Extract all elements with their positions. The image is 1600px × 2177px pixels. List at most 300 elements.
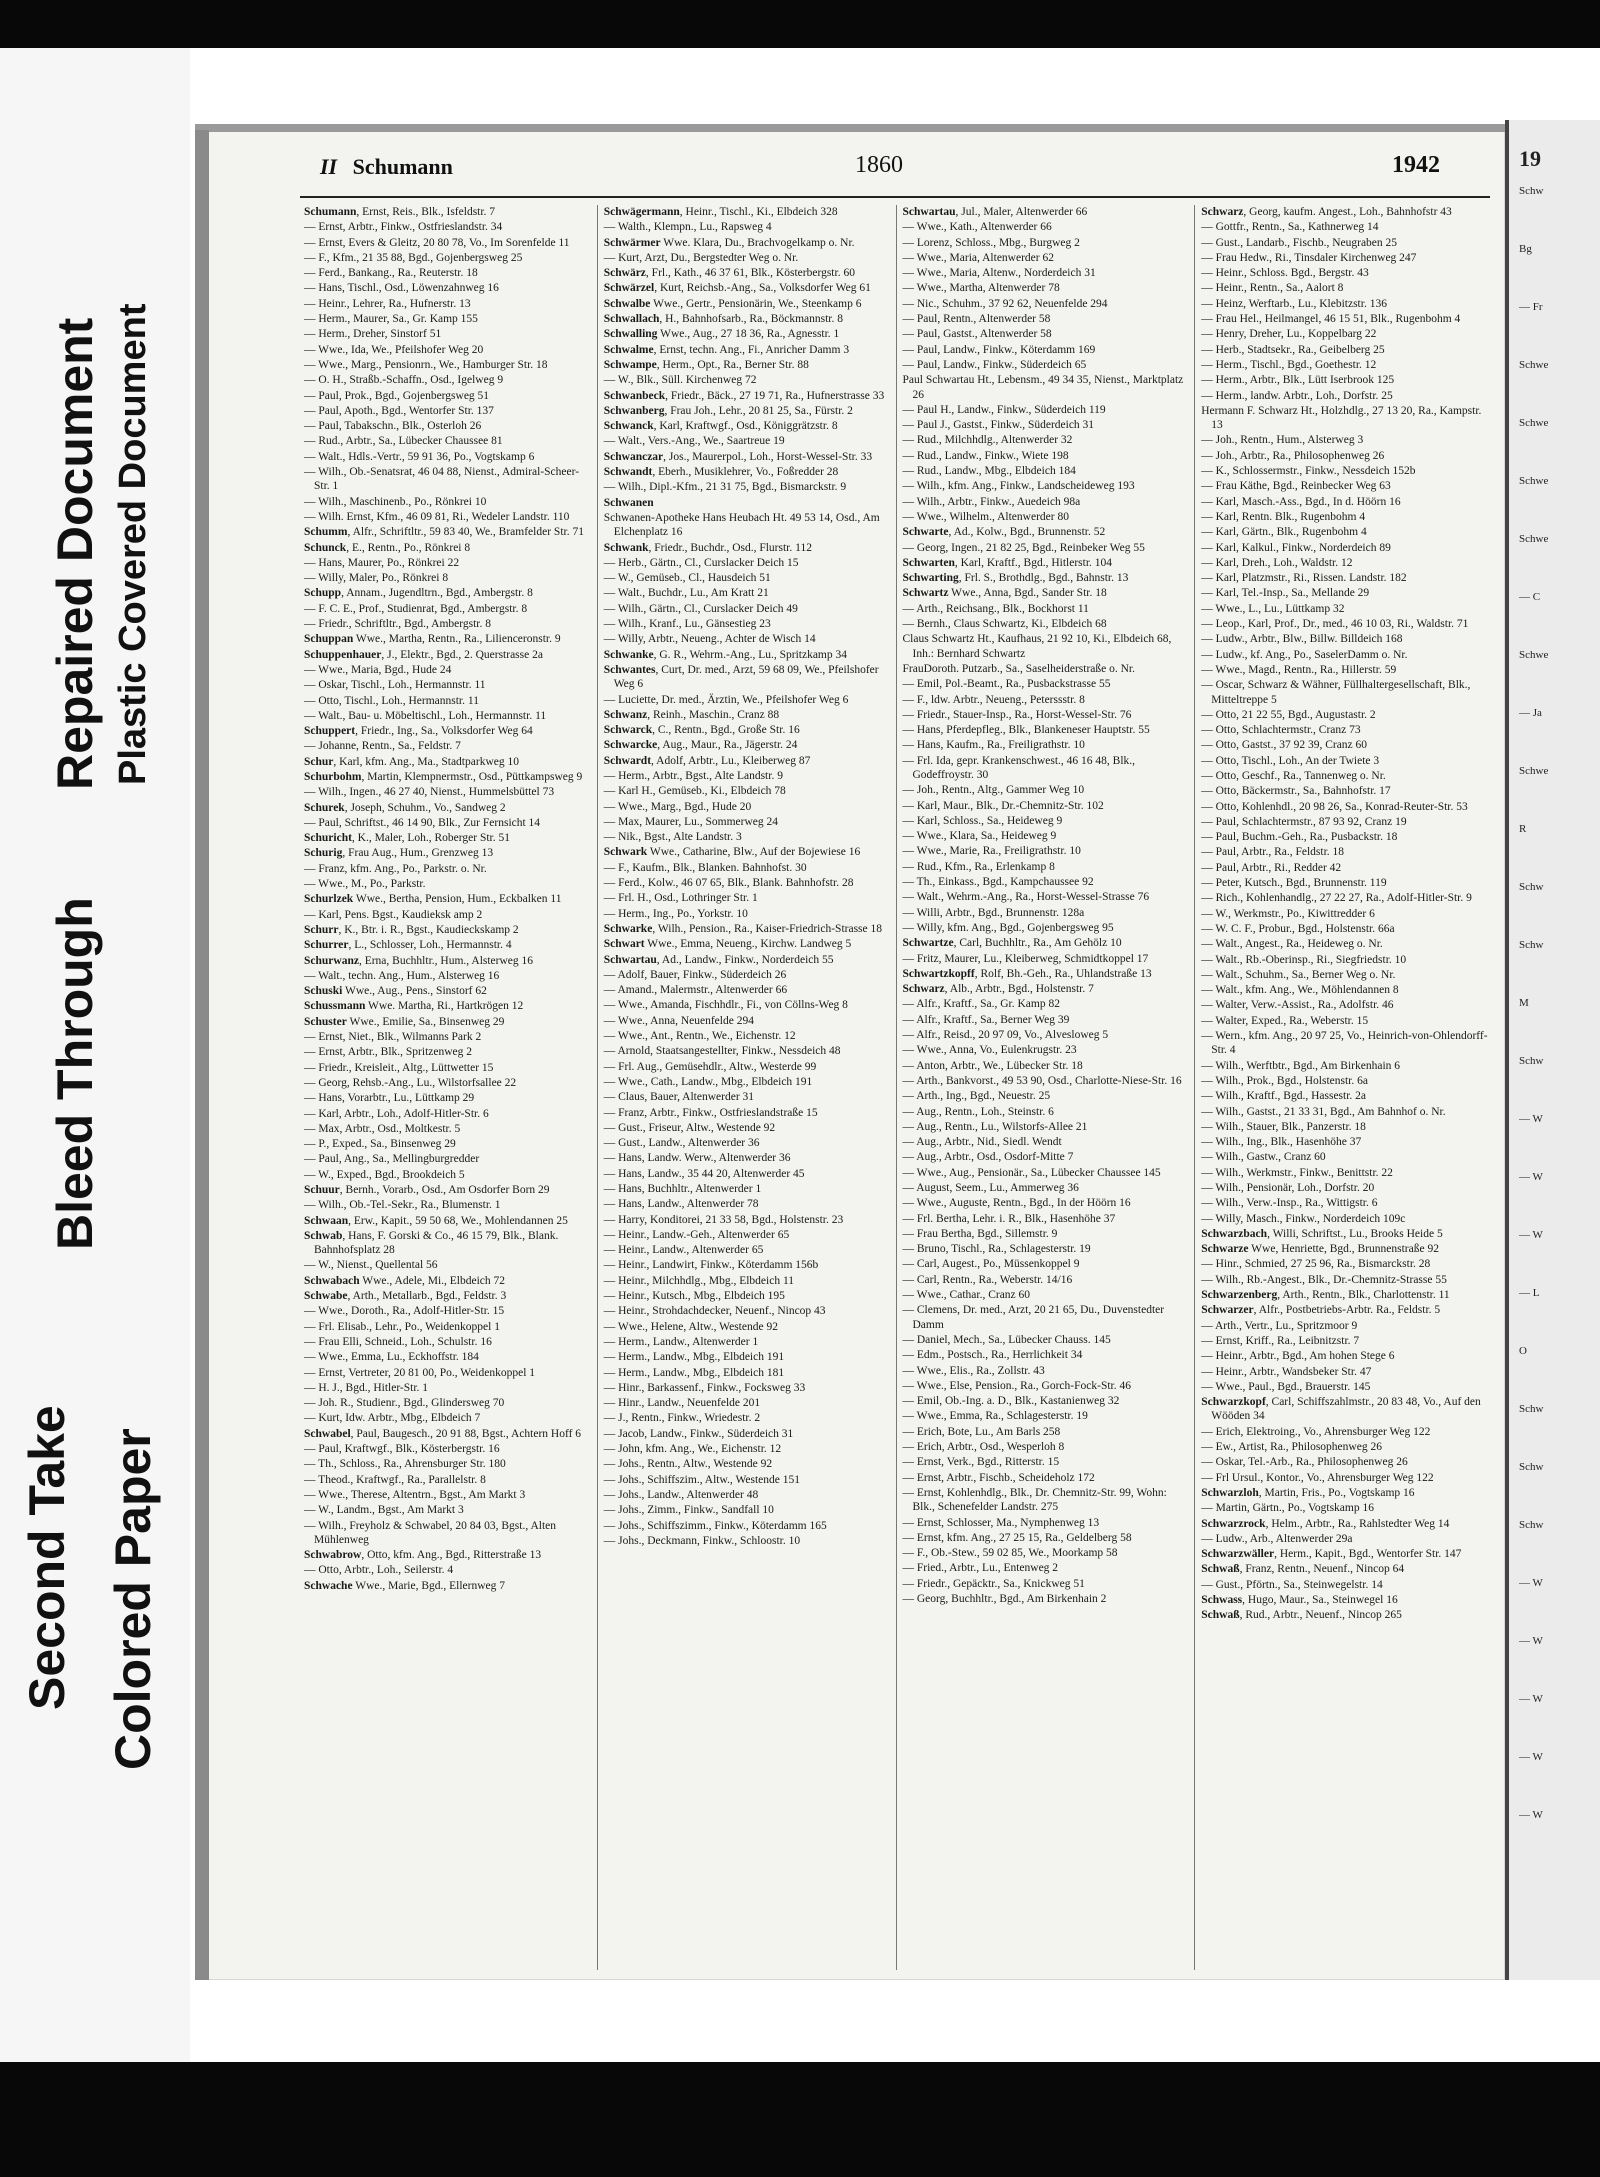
- entry-details: — Karl, Masch.-Ass., Bgd., In d. Höörn 16: [1201, 495, 1401, 508]
- entry-details: — Wilh., Ob.-Senatsrat, 46 04 88, Nienst., Admiral-Scheer-Str. 1: [304, 466, 580, 493]
- directory-entry: [1201, 312, 1489, 326]
- entry-details: — Hinr., Schmied, 27 25 96, Ra., Bismarckstr. 28: [1201, 1258, 1431, 1271]
- entry-details: , Alfr., Schriftltr., 59 83 40, We., Bramfelder Str. 71: [347, 526, 584, 539]
- entry-details: , Ad., Landw., Finkw., Norderdeich 55: [656, 953, 834, 966]
- facing-page-text: [1519, 150, 1600, 1950]
- directory-entry: [604, 983, 892, 997]
- entry-surname: Schwartze: [902, 937, 954, 950]
- directory-column-4: [1194, 205, 1493, 1970]
- entry-surname: Schwartzkopff: [902, 967, 975, 980]
- entry-details: — Rich., Kohlenhandlg., 27 22 27, Ra., Adolf-Hitler-Str. 9: [1201, 892, 1472, 905]
- directory-entry: [304, 1563, 593, 1577]
- directory-entry: [1201, 251, 1489, 265]
- directory-entry: [604, 1503, 892, 1517]
- entry-surname: Schurig: [304, 847, 343, 860]
- directory-entry: [304, 770, 593, 784]
- entry-surname: Schurrer: [304, 939, 349, 952]
- entry-details: — Karl, Gärtn., Blk., Rugenbohm 4: [1201, 526, 1367, 539]
- entry-details: , Karl, Kraftf., Bgd., Hitlerstr. 104: [954, 556, 1113, 569]
- entry-details: — Wwe., Kath., Altenwerder 66: [902, 221, 1052, 234]
- directory-entry: [1201, 738, 1489, 752]
- directory-entry: [903, 1303, 1191, 1332]
- entry-surname: Schwache: [304, 1579, 353, 1592]
- directory-entry: [1201, 464, 1489, 478]
- directory-entry: [604, 1442, 892, 1456]
- directory-entry: [1201, 937, 1489, 951]
- entry-details: Wwe., Anna, Bgd., Sander Str. 18: [948, 587, 1107, 600]
- facing-page-fragment: Schw: [1519, 939, 1544, 951]
- directory-entry: [903, 266, 1191, 280]
- entry-details: — Wilh., Ing., Blk., Hasenhöhe 37: [1201, 1136, 1362, 1149]
- entry-details: — O. H., Straßb.-Schaffn., Osd., Igelweg 9: [304, 374, 504, 387]
- directory-entry: [1201, 815, 1489, 829]
- entry-details: , K., Btr. i. R., Bgst., Kaudieckskamp 2: [338, 923, 519, 936]
- directory-entry: [304, 1076, 593, 1090]
- directory-entry: [304, 465, 593, 494]
- entry-details: — Bruno, Tischl., Ra., Schlagesterstr. 19: [902, 1243, 1091, 1256]
- directory-entry: [304, 1258, 593, 1272]
- directory-entry: [1201, 541, 1489, 555]
- directory-entry: [604, 937, 892, 951]
- entry-details: — Ludw., Arbtr., Blw., Billw. Billdeich 168: [1201, 633, 1403, 646]
- entry-details: — Walt., Rb.-Oberinsp., Ri., Siegfriedstr. 10: [1201, 953, 1407, 966]
- directory-entry: [903, 754, 1191, 783]
- entry-details: , E., Rentn., Po., Rönkrei 8: [346, 541, 471, 554]
- entry-details: — F., Kaufm., Blk., Blanken. Bahnhofst. 30: [603, 861, 807, 874]
- directory-entry: [903, 1150, 1191, 1164]
- entry-details: — W., Nienst., Quellental 56: [304, 1259, 438, 1272]
- directory-entry: [1201, 1074, 1489, 1088]
- entry-details: — Wwe., Magd., Rentn., Ra., Hillerstr. 59: [1201, 663, 1397, 676]
- entry-details: — Heinr., Landw., Altenwerder 65: [603, 1244, 764, 1257]
- directory-column-2: [597, 205, 896, 1970]
- directory-entry: [903, 799, 1191, 813]
- directory-entry: [604, 754, 892, 768]
- facing-page-fragment: — W: [1519, 1635, 1543, 1647]
- entry-details: , Alfr., Postbetriebs-Arbtr. Ra., Feldstr. 5: [1253, 1304, 1441, 1317]
- entry-details: — K., Schlossermstr., Finkw., Nessdeich 152b: [1201, 465, 1416, 478]
- entry-details: — Heinr., Kutsch., Mbg., Elbdeich 195: [603, 1290, 785, 1303]
- directory-entry: [903, 541, 1191, 555]
- entry-details: — Heinr., Rentn., Sa., Aalort 8: [1201, 282, 1344, 295]
- entry-details: — Ernst, Verk., Bgd., Ritterstr. 15: [902, 1456, 1060, 1469]
- directory-entry: [304, 648, 593, 662]
- directory-entry: [903, 662, 1191, 676]
- directory-year: 1942: [1392, 152, 1440, 178]
- entry-surname: Schwabe: [304, 1290, 348, 1303]
- directory-entry: [304, 785, 593, 799]
- directory-entry: [304, 1152, 593, 1166]
- entry-details: — Arth., Bankvorst., 49 53 90, Osd., Charlotte-Niese-Str. 16: [902, 1074, 1182, 1087]
- entry-details: — Georg, Ingen., 21 82 25, Bgd., Reinbeker Weg 55: [902, 541, 1145, 554]
- entry-details: — Herm., Tischl., Bgd., Goethestr. 12: [1201, 358, 1377, 371]
- facing-page-fragment: — L: [1519, 1287, 1540, 1299]
- directory-entry: [304, 1030, 593, 1044]
- entry-surname: Schuricht: [304, 832, 352, 845]
- directory-entry: [604, 312, 892, 326]
- entry-details: — Fried., Arbtr., Lu., Entenweg 2: [902, 1562, 1059, 1575]
- directory-entry: [304, 1091, 593, 1105]
- entry-details: — Wwe., Emma, Ra., Schlagesterstr. 19: [902, 1410, 1088, 1423]
- directory-entry: [1201, 876, 1489, 890]
- entry-details: , Reinh., Maschin., Cranz 88: [647, 708, 780, 721]
- directory-entry: [903, 814, 1191, 828]
- entry-surname: Schwarten: [902, 556, 955, 569]
- entry-surname: Schwass: [1201, 1594, 1243, 1607]
- entry-details: — W., Exped., Bgd., Brookdeich 5: [304, 1168, 465, 1181]
- entry-details: , Willi, Schriftst., Lu., Brooks Heide 5: [1267, 1227, 1443, 1240]
- directory-entry: [304, 312, 593, 326]
- entry-surname: Schwallach: [603, 313, 660, 326]
- directory-entry: [903, 205, 1191, 219]
- entry-details: — Nik., Bgst., Alte Landstr. 3: [603, 831, 742, 844]
- directory-entry: [1201, 1014, 1489, 1028]
- directory-entry: [604, 373, 892, 387]
- page-header: [320, 150, 1500, 190]
- entry-details: — Ernst, Niet., Blk., Wilmanns Park 2: [304, 1031, 482, 1044]
- directory-entry: [1201, 1425, 1489, 1439]
- entry-details: — Edm., Postsch., Ra., Herrlichkeit 34: [902, 1349, 1083, 1362]
- page-left-edge: [195, 130, 209, 1980]
- entry-details: — Wilh., Verw.-Insp., Ra., Wittigstr. 6: [1201, 1197, 1378, 1210]
- directory-entry: [903, 677, 1191, 691]
- entry-details: — Erich, Elektroing., Vo., Ahrensburger Weg 122: [1201, 1425, 1431, 1438]
- entry-surname: Schwarzloh: [1201, 1486, 1259, 1499]
- directory-entry: [1201, 723, 1489, 737]
- entry-details: — Rud., Landw., Finkw., Wiete 198: [902, 449, 1069, 462]
- entry-details: — Th., Einkass., Bgd., Kampchaussee 92: [902, 876, 1094, 889]
- directory-entry: [903, 1425, 1191, 1439]
- directory-entry: [604, 723, 892, 737]
- entry-surname: Schuppenhauer: [304, 648, 382, 661]
- entry-details: — Ferd., Bankang., Ra., Reuterstr. 18: [304, 267, 478, 280]
- entry-details: — Wilh., Freyholz & Schwabel, 20 84 03, Bgst., Alten Mühlenweg: [304, 1519, 556, 1546]
- directory-entry: [1201, 1532, 1489, 1546]
- facing-page-fragment: Schw: [1519, 1519, 1544, 1531]
- entry-details: — Franz, Arbtr., Finkw., Ostfrieslandstraße 15: [603, 1106, 818, 1119]
- facing-page-edge: [1505, 120, 1600, 1980]
- directory-entry: [1201, 510, 1489, 524]
- entry-details: — Herm., Dreher, Sinstorf 51: [304, 328, 442, 341]
- directory-entry: [903, 525, 1191, 539]
- entry-details: — Otto, Tischl., Loh., Hermannstr. 11: [304, 694, 479, 707]
- directory-entry: [604, 830, 892, 844]
- entry-details: — Alfr., Kraftf., Sa., Berner Weg 39: [902, 1013, 1070, 1026]
- entry-surname: Schwarck: [603, 724, 653, 737]
- entry-surname: Schunck: [304, 541, 347, 554]
- entry-details: Paul Schwartau Ht., Lebensm., 49 34 35, Nienst., Marktplatz 26: [902, 374, 1184, 401]
- directory-entry: [304, 1320, 593, 1334]
- directory-entry: [304, 220, 593, 234]
- entry-details: — Ernst, Evers & Gleitz, 20 80 78, Vo., Im Sorenfelde 11: [304, 236, 570, 249]
- entry-details: , Martin, Fris., Po., Vogtskamp 16: [1258, 1486, 1415, 1499]
- entry-details: — Karl, Schloss., Sa., Heideweg 9: [902, 814, 1063, 827]
- entry-details: — W., Werkmstr., Po., Kiwittredder 6: [1201, 907, 1375, 920]
- entry-details: — F., Kfm., 21 35 88, Bgd., Gojenbergsweg 25: [304, 251, 523, 264]
- entry-details: Wwe. Klara, Du., Brachvogelkamp o. Nr.: [660, 236, 855, 249]
- entry-details: — Herm., Arbtr., Blk., Lütt Iserbrook 125: [1201, 374, 1395, 387]
- directory-entry: [903, 220, 1191, 234]
- directory-entry: [903, 1364, 1191, 1378]
- directory-entry: [304, 327, 593, 341]
- directory-entry: [1201, 495, 1489, 509]
- entry-details: — Wwe., Cathar., Cranz 60: [902, 1289, 1031, 1302]
- entry-details: — Heinr., Strohdachdecker, Neuenf., Nincop 43: [603, 1305, 826, 1318]
- directory-entry: [903, 1288, 1191, 1302]
- facing-page-fragment: Schw: [1519, 185, 1544, 197]
- directory-entry: [304, 1366, 593, 1380]
- directory-entry: [304, 938, 593, 952]
- entry-details: — Karl, Arbtr., Loh., Adolf-Hitler-Str. 6: [304, 1107, 489, 1120]
- entry-details: Wwe., Aug., 27 18 36, Ra., Agnesstr. 1: [657, 328, 840, 341]
- entry-details: — Heinr., Arbtr., Wandsbeker Str. 47: [1201, 1365, 1372, 1378]
- entry-details: — Herm., Landw., Mbg., Elbdeich 181: [603, 1366, 785, 1379]
- directory-entry: [1201, 617, 1489, 631]
- directory-entry: [903, 1028, 1191, 1042]
- directory-entry: [903, 1546, 1191, 1560]
- entry-details: — Emil, Pol.-Beamt., Ra., Pusbackstrasse 55: [902, 678, 1111, 691]
- entry-details: — Walt., techn. Ang., Hum., Alsterweg 16: [304, 969, 500, 982]
- directory-entry: [903, 1166, 1191, 1180]
- scan-top-border: [0, 0, 1600, 48]
- directory-entry: [1201, 784, 1489, 798]
- directory-entry: [604, 815, 892, 829]
- directory-entry: [604, 389, 892, 403]
- directory-entry: [304, 724, 593, 738]
- entry-surname: Schwarzbach: [1201, 1227, 1268, 1240]
- entry-details: — Paul, Prok., Bgd., Gojenbergsweg 51: [304, 389, 490, 402]
- directory-entry: [604, 1090, 892, 1104]
- facing-page-fragment: — C: [1519, 591, 1541, 603]
- entry-details: — Johanne, Rentn., Sa., Feldstr. 7: [304, 740, 461, 753]
- directory-entry: [604, 968, 892, 982]
- entry-surname: Schwabach: [304, 1274, 360, 1287]
- entry-details: — Wwe., Anna, Neuenfelde 294: [603, 1014, 754, 1027]
- directory-entry: [1201, 297, 1489, 311]
- label-repaired-document: Repaired Document: [47, 317, 103, 790]
- directory-entry: [304, 450, 593, 464]
- directory-entry: [903, 936, 1191, 950]
- directory-entry: [1201, 1273, 1489, 1287]
- entry-details: — Wwe., Maria, Altenwerder 62: [902, 251, 1054, 264]
- entry-surname: Schwanz: [603, 708, 648, 721]
- directory-entry: [304, 1198, 593, 1212]
- label-bleed-through: Bleed Through: [47, 897, 103, 1250]
- directory-entry: [1201, 1562, 1489, 1576]
- entry-details: — Hans, Vorarbtr., Lu., Lüttkamp 29: [304, 1092, 475, 1105]
- directory-entry: [604, 891, 892, 905]
- directory-entry: [903, 860, 1191, 874]
- entry-details: , Adolf, Arbtr., Lu., Kleiberweg 87: [651, 754, 811, 767]
- label-colored-paper: Colored Paper: [105, 1428, 161, 1770]
- directory-entry: [304, 281, 593, 295]
- directory-entry: [903, 632, 1191, 661]
- directory-entry: [604, 1014, 892, 1028]
- directory-entry: [903, 1135, 1191, 1149]
- entry-surname: Schwarz: [1201, 206, 1244, 218]
- directory-entry: [1201, 1196, 1489, 1210]
- directory-entry: [1201, 1257, 1489, 1271]
- entry-details: , Ernst, techn. Ang., Fi., Anricher Damm 3: [653, 343, 850, 356]
- entry-surname: Schwabel: [304, 1427, 351, 1440]
- directory-entry: [304, 510, 593, 524]
- entry-surname: Schurlzek: [304, 893, 354, 906]
- entry-surname: Schurr: [304, 923, 339, 936]
- entry-details: , C., Rentn., Bgd., Große Str. 16: [652, 724, 800, 737]
- entry-surname: Schwaß: [1201, 1609, 1240, 1622]
- entry-details: , Arth., Metallarb., Bgd., Feldstr. 3: [347, 1290, 507, 1303]
- entry-surname: Schwart: [603, 938, 645, 951]
- directory-entry: [304, 1229, 593, 1258]
- entry-surname: Schwärmer: [603, 236, 661, 249]
- directory-entry: [903, 449, 1191, 463]
- entry-surname: Schwanczar: [603, 450, 664, 463]
- entry-details: — Johs., Deckmann, Finkw., Schloostr. 10: [603, 1534, 801, 1547]
- directory-entry: [903, 1455, 1191, 1469]
- entry-details: , Kurt, Reichsb.-Ang., Sa., Volksdorfer Weg 61: [654, 282, 871, 295]
- label-plastic-covered-document: Plastic Covered Document: [112, 303, 154, 785]
- directory-entry: [1201, 602, 1489, 616]
- entry-details: — Heinr., Arbtr., Bgd., Am hohen Stege 6: [1201, 1350, 1395, 1363]
- entry-details: — Wilh., Kranf., Lu., Gänsestieg 23: [603, 618, 771, 631]
- entry-details: — Johs., Rentn., Altw., Westende 92: [603, 1458, 773, 1471]
- directory-entry: [1201, 404, 1489, 433]
- directory-entry: [304, 1015, 593, 1029]
- directory-entry: [604, 1289, 892, 1303]
- entry-details: — Harry, Konditorei, 21 33 58, Bgd., Holstenstr. 23: [603, 1213, 844, 1226]
- entry-details: — Hans, Maurer, Po., Rönkrei 22: [304, 556, 460, 569]
- entry-details: , Ernst, Reis., Blk., Isfeldstr. 7: [356, 206, 496, 218]
- entry-details: — Clemens, Dr. med., Arzt, 20 21 65, Du., Duvenstedter Damm: [902, 1304, 1165, 1331]
- entry-surname: Schwalbe: [603, 297, 651, 310]
- entry-details: — Aug., Rentn., Loh., Steinstr. 6: [902, 1105, 1054, 1118]
- directory-entry: [604, 1228, 892, 1242]
- entry-details: — Frl. Ida, gepr. Krankenschwest., 46 16 48, Blk., Godeffroystr. 30: [902, 754, 1136, 781]
- directory-entry: [304, 358, 593, 372]
- directory-entry: [903, 982, 1191, 996]
- directory-entry: [1201, 861, 1489, 875]
- directory-entry: [604, 220, 892, 234]
- directory-entry: [604, 404, 892, 418]
- entry-details: — Hans, Buchhltr., Altenwerder 1: [603, 1183, 762, 1195]
- facing-page-fragment: O: [1519, 1345, 1527, 1357]
- directory-entry: [604, 1534, 892, 1548]
- directory-entry: [1201, 891, 1489, 905]
- entry-details: — Luciette, Dr. med., Ärztin, We., Pfeilshofer Weg 6: [603, 693, 849, 706]
- entry-details: — Nic., Schuhm., 37 92 62, Neuenfelde 294: [902, 297, 1108, 310]
- entry-details: — Karl, Pens. Bgst., Kaudieksk amp 2: [304, 908, 483, 921]
- entry-details: — Herm., Landw., Mbg., Elbdeich 191: [603, 1351, 785, 1364]
- directory-entry: [604, 1167, 892, 1181]
- directory-entry: [1201, 968, 1489, 982]
- directory-entry: [903, 251, 1191, 265]
- entry-details: , Frl. S., Brothdlg., Bgd., Bahnstr. 13: [958, 572, 1129, 585]
- entry-details: — Karl, Rentn. Blk., Rugenbohm 4: [1201, 510, 1366, 523]
- directory-entry: [1201, 1608, 1489, 1622]
- directory-entry: [903, 602, 1191, 616]
- directory-entry: [604, 632, 892, 646]
- directory-entry: [1201, 1227, 1489, 1241]
- entry-details: — Wwe., Amanda, Fischhdlr., Fi., von Cöllns-Weg 8: [603, 999, 848, 1012]
- entry-details: — Paul, Landw., Finkw., Süderdeich 65: [902, 358, 1087, 371]
- directory-entry: [604, 586, 892, 600]
- directory-entry: [604, 1060, 892, 1074]
- entry-surname: Schwarzrock: [1201, 1517, 1266, 1530]
- directory-entry: [1201, 769, 1489, 783]
- directory-entry: [1201, 1166, 1489, 1180]
- directory-entry: [903, 403, 1191, 417]
- directory-entry: [604, 327, 892, 341]
- directory-entry: [903, 1089, 1191, 1103]
- label-second-take: Second Take: [19, 1405, 75, 1710]
- directory-entry: [903, 1471, 1191, 1485]
- entry-details: — Paul, Landw., Finkw., Köterdamm 169: [902, 343, 1096, 356]
- entry-details: — Paul, Tabakschn., Blk., Osterloh 26: [304, 420, 482, 433]
- entry-details: — Ernst, Arbtr., Fischb., Scheideholz 172: [902, 1471, 1095, 1484]
- directory-entry: [903, 829, 1191, 843]
- directory-entry: [903, 1257, 1191, 1271]
- directory-entry: [304, 846, 593, 860]
- directory-entry: [304, 663, 593, 677]
- directory-entry: [1201, 845, 1489, 859]
- directory-entry: [604, 1044, 892, 1058]
- entry-details: — Hans, Kaufm., Ra., Freiligrathstr. 10: [902, 739, 1085, 752]
- directory-entry: [903, 556, 1191, 570]
- directory-entry: [304, 678, 593, 692]
- directory-entry: [304, 1503, 593, 1517]
- entry-details: — Claus, Bauer, Altenwerder 31: [603, 1091, 755, 1104]
- entry-surname: Schwalling: [603, 328, 658, 341]
- entry-details: — Frau Elli, Schneid., Loh., Schulstr. 16: [304, 1335, 492, 1348]
- directory-entry: [304, 1442, 593, 1456]
- directory-entry: [1201, 1395, 1489, 1424]
- entry-details: — Ernst, Arbtr., Blk., Spritzenweg 2: [304, 1046, 473, 1059]
- directory-entry: [1201, 1303, 1489, 1317]
- facing-page-fragment: — W: [1519, 1809, 1543, 1821]
- entry-details: Wwe., Emma, Neueng., Kirchw. Landweg 5: [644, 938, 852, 951]
- entry-details: , Arth., Rentn., Blk., Charlottenstr. 11: [1277, 1289, 1450, 1302]
- entry-details: — Amand., Malermstr., Altenwerder 66: [603, 984, 788, 997]
- entry-surname: Schwarze: [1201, 1243, 1249, 1256]
- directory-entry: [304, 1274, 593, 1288]
- directory-entry: [304, 632, 593, 646]
- directory-entry: [604, 556, 892, 570]
- entry-details: — Wwe., Klara, Sa., Heideweg 9: [902, 830, 1057, 843]
- entry-details: , Martin, Klempnermstr., Osd., Püttkampsweg 9: [361, 770, 583, 783]
- entry-details: — Henry, Dreher, Lu., Koppelbarg 22: [1201, 328, 1377, 341]
- directory-entry: [903, 875, 1191, 889]
- entry-details: — Heinr., Landwirt, Finkw., Köterdamm 156b: [603, 1259, 819, 1272]
- entry-details: — Wwe., Marie, Ra., Freiligrathstr. 10: [902, 845, 1081, 858]
- entry-details: , Frau Joh., Lehr., 20 81 25, Sa., Fürstr. 2: [664, 404, 853, 417]
- entry-details: — Otto, Bäckermstr., Sa., Bahnhofstr. 17: [1201, 785, 1391, 798]
- directory-entry: [1201, 373, 1489, 387]
- entry-details: — Gottfr., Rentn., Sa., Kathnerweg 14: [1201, 221, 1379, 234]
- entry-surname: Schwarzwäller: [1201, 1548, 1275, 1561]
- directory-entry: [903, 1394, 1191, 1408]
- entry-surname: Schwanberg: [603, 404, 665, 417]
- directory-entry: [903, 495, 1191, 509]
- entry-details: — Paul, Arbtr., Ri., Redder 42: [1201, 861, 1342, 874]
- page-marker: II: [320, 154, 338, 179]
- directory-entry: [903, 297, 1191, 311]
- entry-details: , G. R., Wehrm.-Ang., Lu., Spritzkamp 34: [653, 648, 847, 661]
- entry-surname: Schurbohm: [304, 770, 362, 783]
- directory-entry: [903, 1333, 1191, 1347]
- entry-surname: Schwanbeck: [603, 389, 666, 402]
- directory-entry: [903, 418, 1191, 432]
- entry-details: Wwe., Marie, Bgd., Ellernweg 7: [352, 1579, 506, 1592]
